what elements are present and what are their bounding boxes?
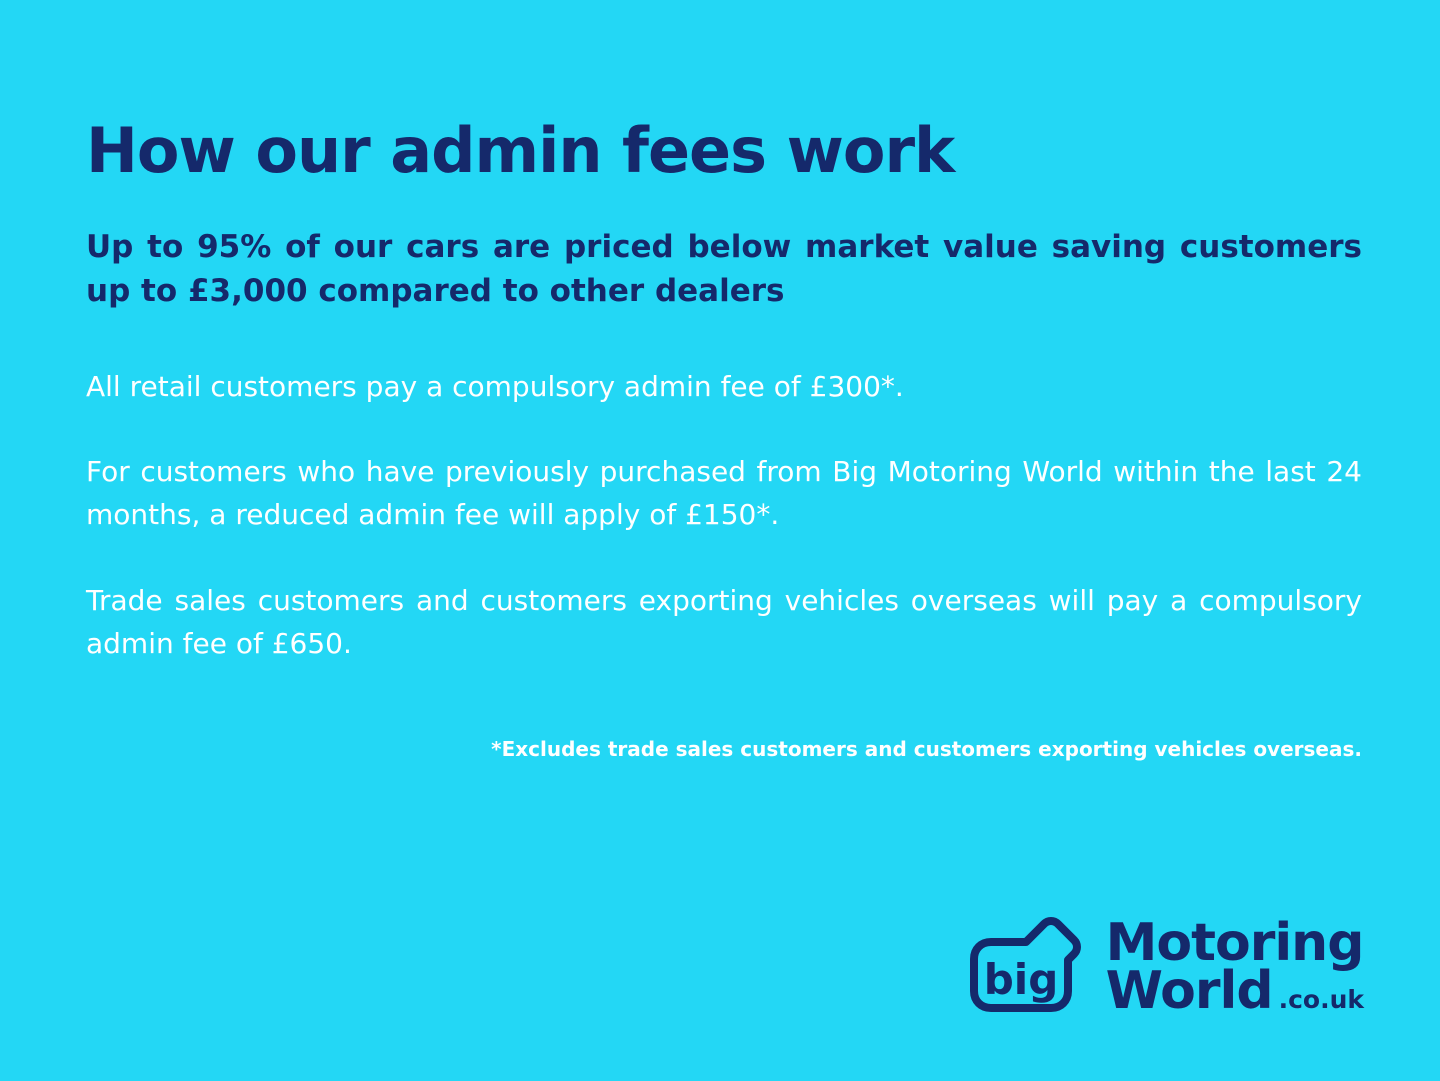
svg-text:big: big: [983, 955, 1058, 1004]
big-car-icon: [964, 915, 1092, 1019]
paragraph-trade-export-fee: Trade sales customers and customers exporting vehicles overseas will pay a compulsory admin fee of £650.: [86, 583, 1362, 661]
paragraph-retail-fee: All retail customers pay a compulsory admin fee of £300*.: [86, 369, 904, 403]
brand-logo: [964, 912, 1364, 1021]
logo-wordmark: [1105, 912, 1364, 1021]
slide-content: [86, 0, 1364, 782]
footnote: *Excludes trade sales customers and customers exporting vehicles overseas.: [491, 736, 1362, 761]
paragraph-returning-customer-fee: For customers who have previously purchased from Big Motoring World within the last 24 months, a reduced admin fee will apply of £150*.: [86, 455, 1362, 532]
logo-line-1: Motoring: [1105, 912, 1364, 973]
subheadline: Up to 95% of our cars are priced below market value saving customers up to £3,000 compared to other dealers: [86, 228, 1362, 309]
logo-tld: .co.uk: [1278, 985, 1364, 1015]
logo-line-2: World: [1105, 961, 1273, 1021]
page-title: How our admin fees work: [86, 114, 955, 187]
